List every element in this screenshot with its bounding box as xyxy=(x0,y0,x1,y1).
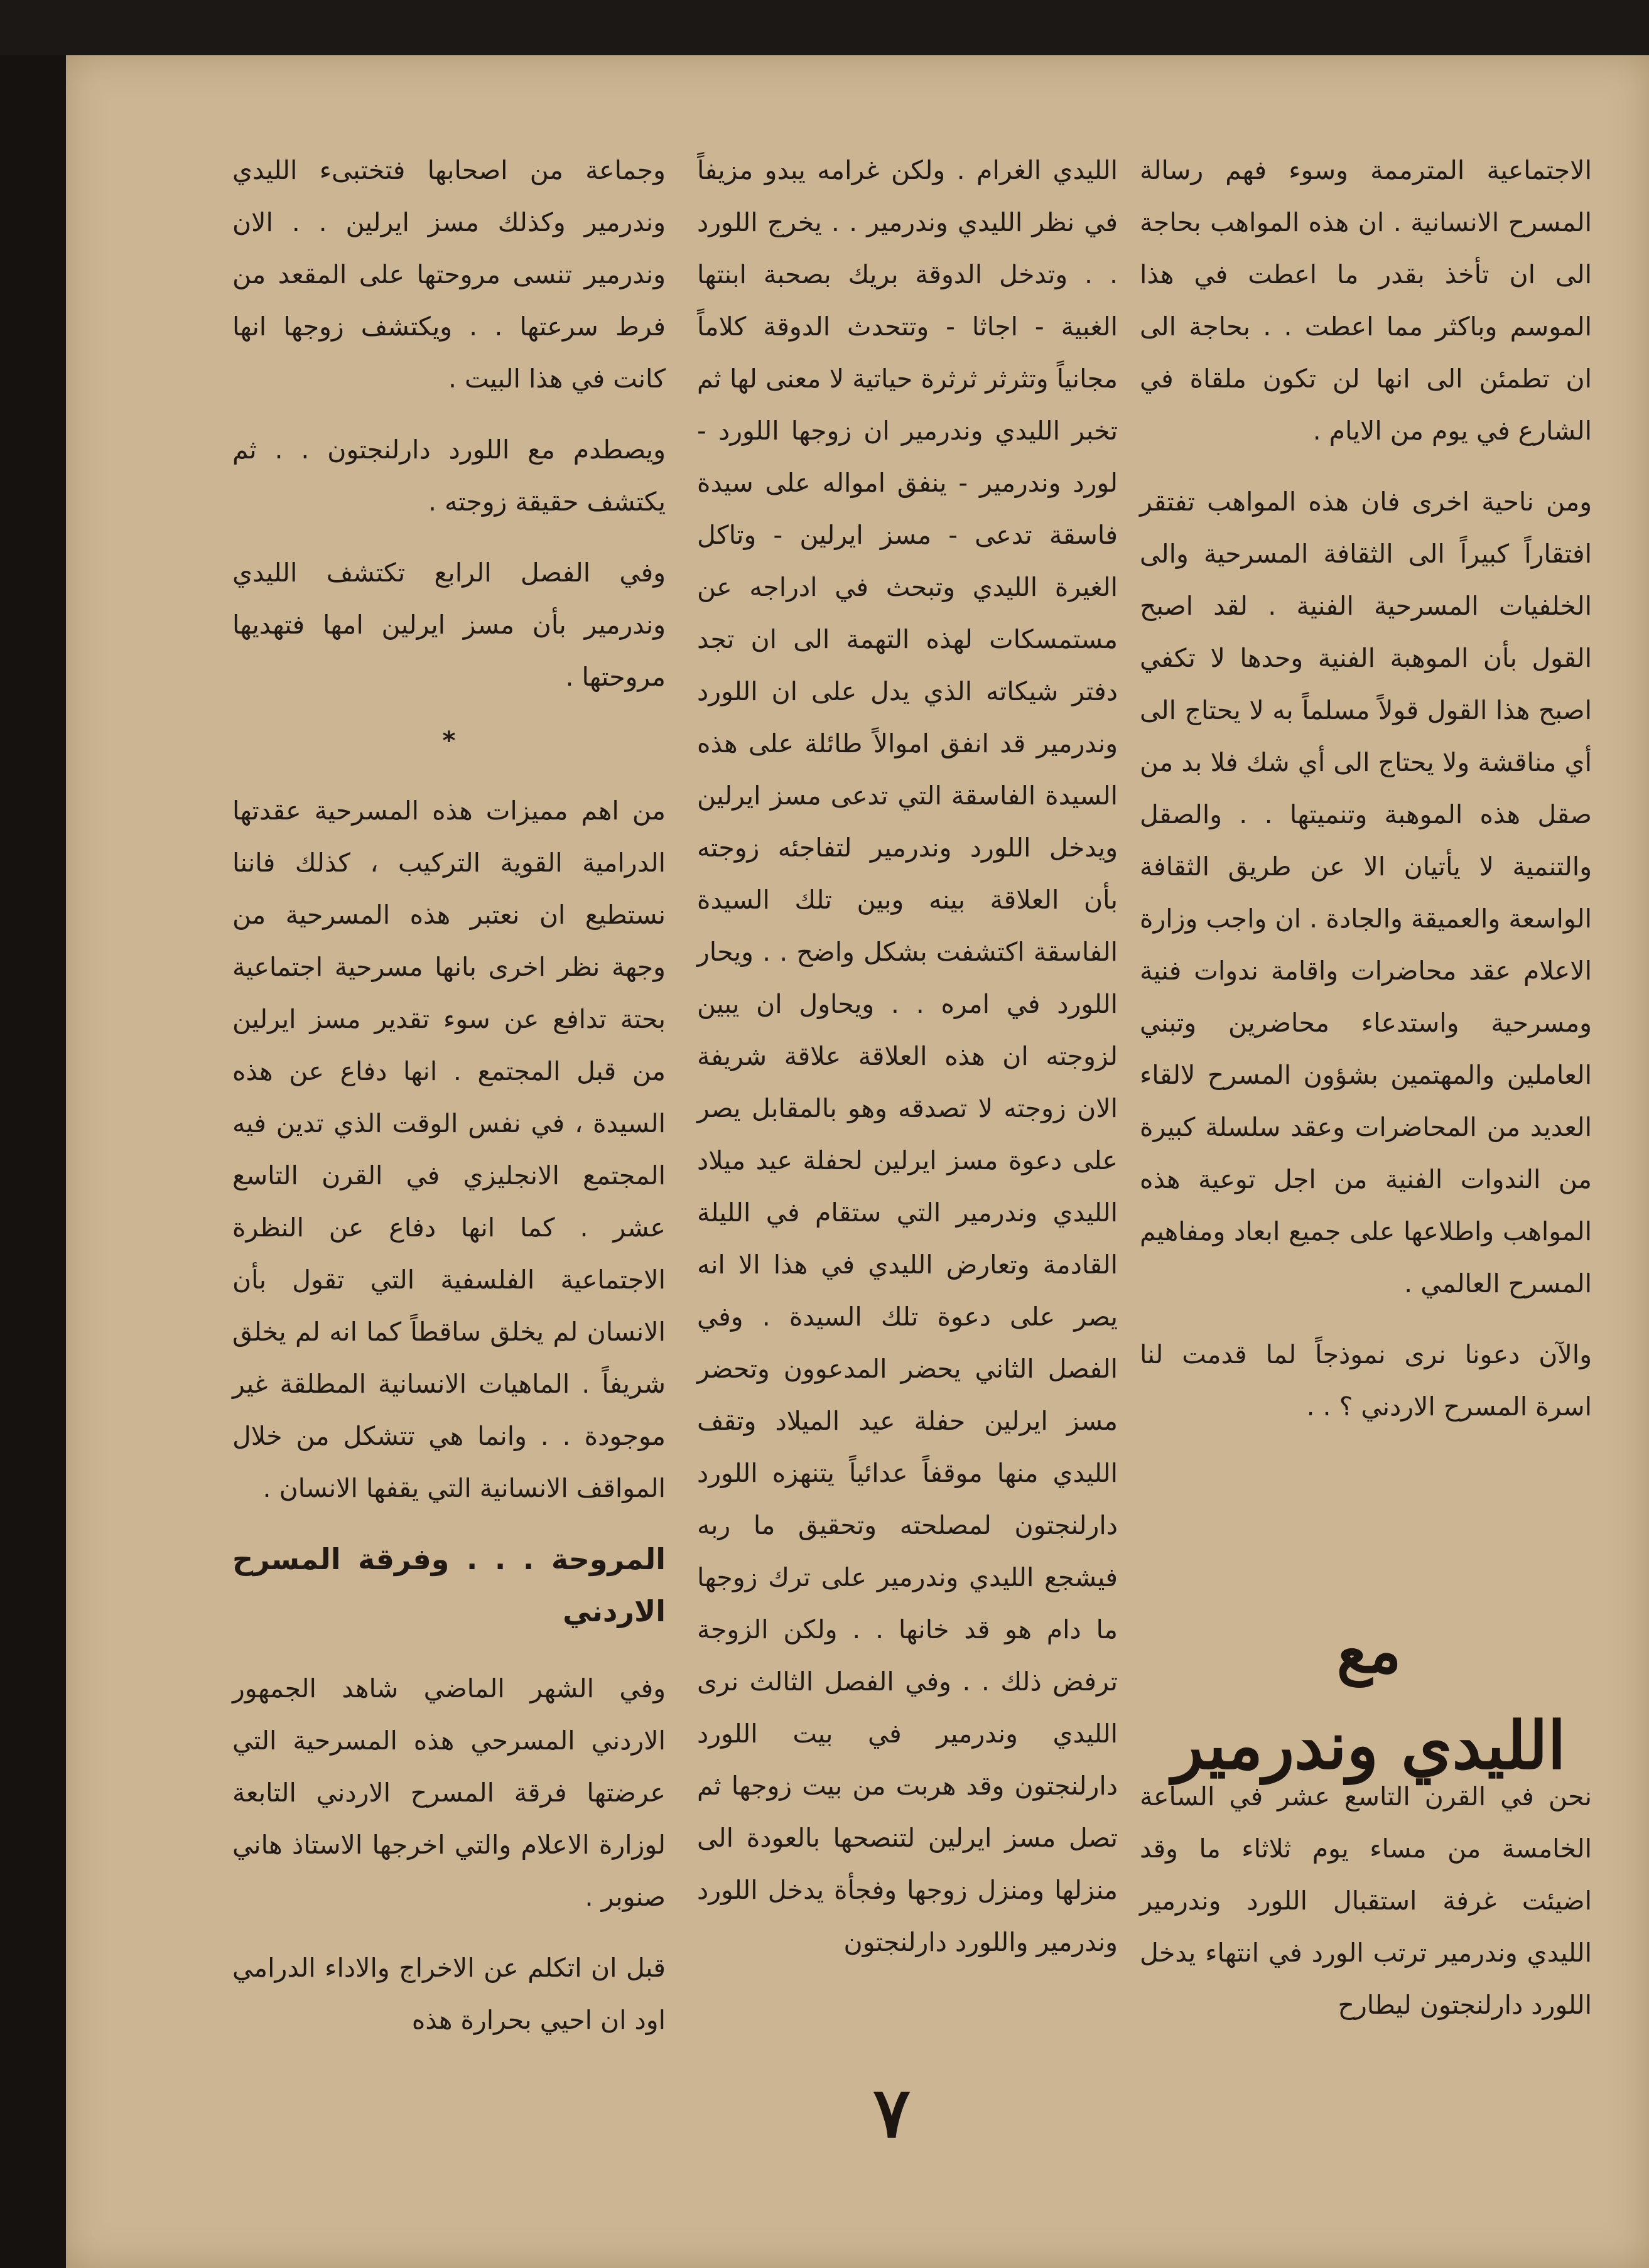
paragraph: ويصطدم مع اللورد دارلنجتون . . ثم يكتشف حقيقة زوجته . xyxy=(232,435,666,517)
subheading: المروحة . . . وفرقة المسرح الاردني xyxy=(232,1542,666,1628)
left-column xyxy=(232,144,666,2065)
title-prefix: مع xyxy=(1336,1616,1402,1687)
scanner-edge xyxy=(0,55,66,2268)
paragraph: وفي الفصل الرابع تكتشف الليدي وندرمير بأن مسز ايرلين امها فتهديها مروحتها . xyxy=(232,558,666,692)
page-number: ٧ xyxy=(873,2072,911,2153)
paragraph: الاجتماعية المترممة وسوء فهم رسالة المسرح الانسانية . ان هذه المواهب بحاجة الى ان تأخذ بقدر ما اعطت في هذا الموسم وباكثر مما اعطت . . بحاجة الى ان تطمئن الى انها لن تكون ملقاة في الشارع في يوم من الايام . xyxy=(1140,155,1592,446)
paragraph: نحن في القرن التاسع عشر في الساعة الخامسة من مساء يوم ثلاثاء ما وقد اضيئت غرفة استقبال اللورد وندرمير الليدي وندرمير ترتب الورد في انتهاء يدخل اللورد دارلنجتون ليطارح xyxy=(1140,1781,1592,2020)
paragraph: وجماعة من اصحابها فتختبىء الليدي وندرمير وكذلك مسز ايرلين . . الان وندرمير تنسى مروحتها على المقعد من فرط سرعتها . . ويكتشف زوجها انها كانت في هذا البيت . xyxy=(232,155,666,394)
section-separator: * xyxy=(442,726,456,755)
paragraph: الليدي الغرام . ولكن غرامه يبدو مزيفاً في نظر الليدي وندرمير . . يخرج اللورد . . وتدخل الدوقة بريك بصحبة ابنتها الغبية - اجاثا - وتتحدث الدوقة كلاماً مجانياً وتثرثر ثرثرة حياتية لا معنى لها ثم تخبر الليدي وندرمير ان زوجها اللورد - لورد وندرمير - ينفق امواله على سيدة فاسقة تدعى - مسز ايرلين - وتاكل الغيرة الليدي وتبحث في ادراجه عن مستمسكات لهذه التهمة الى ان تجد دفتر شيكاته الذي يدل على ان اللورد وندرمير قد انفق اموالاً طائلة على هذه السيدة الفاسقة التي تدعى مسز ايرلين ويدخل اللورد وندرمير لتفاجئه زوجته بأن العلاقة بينه وبين تلك السيدة الفاسقة اكتشفت بشكل واضح . . ويحار اللورد في امره . . ويحاول ان يبين لزوجته ان هذه العلاقة علاقة شريفة الان زوجته لا تصدقه وهو بالمقابل يصر على دعوة مسز ايرلين لحفلة عيد ميلاد الليدي وندرمير التي ستقام في الليلة القادمة وتعارض الليدي في هذا الا انه يصر على دعوة تلك السيدة . وفي الفصل الثاني يحضر المدعوون وتحضر مسز ايرلين حفلة عيد الميلاد وتقف الليدي منها موقفاً عدائياً يتنهزه اللورد دارلنجتون لمصلحته وتحقيق ما ربه فيشجع الليدي وندرمير على ترك زوجها ما دام هو قد خانها . . ولكن الزوجة ترفض ذلك . . وفي الفصل الثالث نرى الليدي وندرمير في بيت اللورد دارلنجتون وقد هربت من بيت زوجها ثم تصل مسز ايرلين لتنصحها بالعودة الى منزلها ومنزل زوجها وفجأة يدخل اللورد وندرمير واللورد دارلنجتون xyxy=(697,155,1118,1957)
paragraph: ومن ناحية اخرى فان هذه المواهب تفتقر افتقاراً كبيراً الى الثقافة المسرحية والى الخلفيات المسرحية الفنية . لقد اصبح القول بأن الموهبة الفنية وحدها لا تكفي اصبح هذا القول قولاً مسلماً به لا يحتاج الى أي مناقشة ولا يحتاج الى أي شك فلا بد من صقل هذه الموهبة وتنميتها . . والصقل والتنمية لا يأتيان الا عن طريق الثقافة الواسعة والعميقة والجادة . ان واجب وزارة الاعلام عقد محاضرات واقامة ندوات فنية ومسرحية واستدعاء محاضرين وتبني العاملين والمهتمين بشؤون المسرح لالقاء العديد من المحاضرات وعقد سلسلة كبيرة من الندوات الفنية من اجل توعية هذه المواهب واطلاعها على جميع ابعاد ومفاهيم المسرح العالمي . xyxy=(1140,487,1592,1299)
right-column-lower xyxy=(1140,1771,1592,2031)
article-title xyxy=(1149,1614,1589,1790)
paragraph: وفي الشهر الماضي شاهد الجمهور الاردني المسرحي هذه المسرحية التي عرضتها فرقة المسرح الاردني التابعة لوزارة الاعلام والتي اخرجها الاستاذ هاني صنوبر . xyxy=(232,1673,666,1912)
right-column xyxy=(1140,144,1592,1452)
middle-column xyxy=(697,144,1118,1987)
paragraph: والآن دعونا نرى نموذجاً لما قدمت لنا اسرة المسرح الاردني ؟ . . xyxy=(1140,1339,1592,1422)
paragraph: من اهم مميزات هذه المسرحية عقدتها الدرامية القوية التركيب ، كذلك فاننا نستطيع ان نعتبر هذه المسرحية من وجهة نظر اخرى بانها مسرحية اجتماعية بحتة تدافع عن سوء تقدير مسز ايرلين من قبل المجتمع . انها دفاع عن هذه السيدة ، في نفس الوقت الذي تدين فيه المجتمع الانجليزي في القرن التاسع عشر . كما انها دفاع عن النظرة الاجتماعية الفلسفية التي تقول بأن الانسان لم يخلق ساقطاً كما انه لم يخلق شريفاً . الماهيات الانسانية المطلقة غير موجودة . . وانما هي تتشكل من خلال المواقف الانسانية التي يقفها الانسان . xyxy=(232,796,666,1503)
title-name: الليدي وندرمير xyxy=(1172,1707,1566,1784)
paragraph: قبل ان اتكلم عن الاخراج والاداء الدرامي اود ان احيي بحرارة هذه xyxy=(232,1953,666,2035)
